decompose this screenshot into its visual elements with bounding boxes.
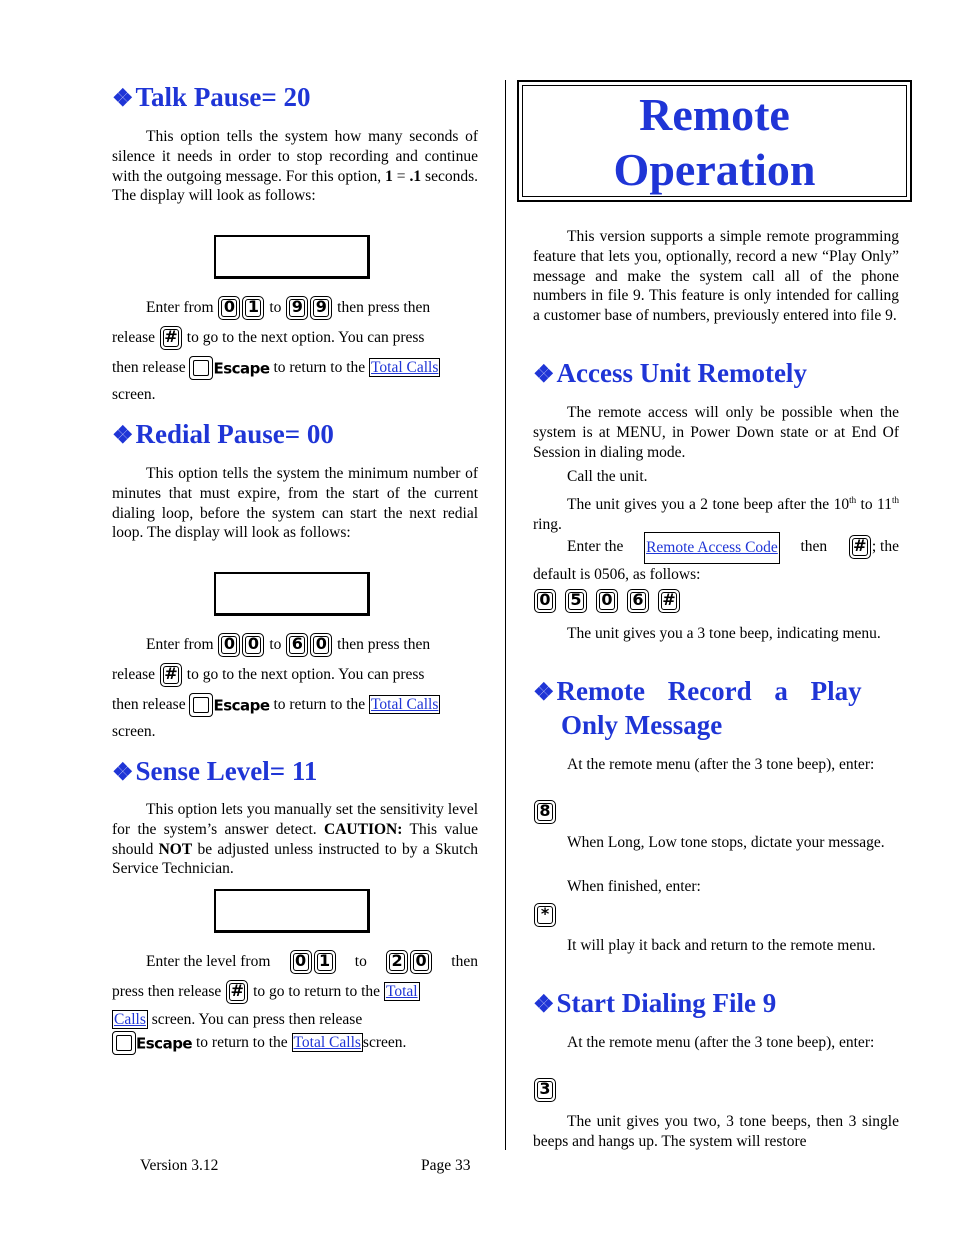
total-calls-link-part2[interactable]: Calls bbox=[114, 1011, 146, 1028]
record-paragraph-4: It will play it back and return to the remote menu. bbox=[567, 937, 876, 954]
key-0-icon: 0 bbox=[596, 589, 618, 613]
key-3-icon: 3 bbox=[534, 1078, 556, 1102]
redial-screen-text: screen. bbox=[112, 723, 156, 740]
total-calls-link[interactable]: Total Calls bbox=[371, 359, 439, 376]
footer-version: Version 3.12 bbox=[140, 1157, 219, 1174]
record-paragraph-1: At the remote menu (after the 3 tone beep), enter: bbox=[567, 756, 875, 773]
diamond-bullet-icon: ❖ bbox=[112, 86, 134, 112]
sense-level-description: This option lets you manually set the sensitivity level for the system’s answer detect. CAUTION: This value should NOT be adjusted unless instructed to by a Skutch Service Technician. bbox=[112, 801, 478, 878]
access-default-text: default is 0506, as follows: bbox=[533, 566, 701, 583]
dial-paragraph-2: The unit gives you two, 3 tone beeps, then 3 single beeps and hangs up. The system will restore bbox=[533, 1113, 899, 1150]
record-message-heading: ❖Remote Record a Play bbox=[533, 676, 862, 706]
key-1-icon: 1 bbox=[314, 950, 336, 974]
start-dialing-heading: ❖Start Dialing File 9 bbox=[533, 988, 777, 1018]
key-9-icon: 9 bbox=[286, 296, 308, 320]
lcd-display-box bbox=[214, 889, 370, 933]
sense-key-instruction-line1: Enter the level from 0 1 to 2 0 then bbox=[146, 947, 478, 977]
access-code-keys bbox=[533, 589, 681, 613]
record-paragraph-3: When finished, enter: bbox=[567, 878, 701, 895]
redial-key-instruction-line2: release # to go to the next option. You can press bbox=[112, 660, 424, 690]
dial-paragraph-1: At the remote menu (after the 3 tone beep), enter: bbox=[567, 1034, 875, 1051]
key-0-icon: 0 bbox=[218, 296, 240, 320]
key-hash-icon: # bbox=[226, 980, 248, 1004]
talk-pause-description: This option tells the system how many seconds of silence it needs in order to stop recording and continue with the outgoing message. For this option, 1 = .1 seconds. The display will look as follows: bbox=[112, 128, 479, 205]
key-0-icon: 0 bbox=[218, 633, 240, 657]
key-9-icon: 9 bbox=[310, 296, 332, 320]
lcd-display-box bbox=[214, 572, 370, 616]
record-paragraph-2: When Long, Low tone stops, dictate your message. bbox=[567, 834, 885, 851]
key-0-icon: 0 bbox=[310, 633, 332, 657]
access-paragraph-3: The unit gives you a 2 tone beep after the 10th to 11th ring. bbox=[533, 495, 899, 533]
talk-pause-heading: ❖Talk Pause= 20 bbox=[112, 82, 311, 112]
total-calls-link[interactable]: Total Calls bbox=[371, 696, 439, 713]
key-2-icon: 2 bbox=[386, 950, 408, 974]
key-6-icon: 6 bbox=[286, 633, 308, 657]
sense-key-instruction-line3: Calls screen. You can press then release bbox=[114, 1011, 363, 1028]
key-hash-icon: # bbox=[160, 663, 182, 687]
diamond-bullet-icon: ❖ bbox=[112, 423, 134, 449]
diamond-bullet-icon: ❖ bbox=[533, 362, 555, 388]
escape-key-icon bbox=[189, 693, 213, 717]
banner-title-line2: Operation bbox=[613, 144, 816, 195]
key-star-icon: * bbox=[534, 903, 556, 927]
access-unit-heading: ❖Access Unit Remotely bbox=[533, 358, 807, 388]
access-paragraph-1: The remote access will only be possible when the system is at MENU, in Power Down state or at End Of Session in dialing mode. bbox=[533, 404, 899, 461]
total-calls-link[interactable]: Total Calls bbox=[293, 1034, 361, 1051]
sense-level-heading: ❖Sense Level= 11 bbox=[112, 756, 318, 786]
redial-key-instruction-line1: Enter from 0 0 to 6 0 then press then bbox=[146, 630, 430, 660]
key-hash-icon: # bbox=[658, 589, 680, 613]
escape-key-icon bbox=[112, 1031, 136, 1055]
key-6-icon: 6 bbox=[627, 589, 649, 613]
remote-intro-text: This version supports a simple remote programming feature that lets you, optionally, record a new “Play Only” message and make the system call all of the phone numbers in file 9. This feature is only intended for calling a customer base of numbers, previously entered into file 9. bbox=[533, 228, 899, 325]
diamond-bullet-icon: ❖ bbox=[533, 992, 555, 1018]
talk-screen-text: screen. bbox=[112, 386, 156, 403]
sense-key-instruction-line2: press then release # to go to return to the Total bbox=[112, 977, 420, 1007]
sense-key-instruction-line4: Escape to return to the Total Calls screen. bbox=[112, 1028, 406, 1058]
diamond-bullet-icon: ❖ bbox=[533, 680, 555, 706]
record-message-heading-line2: Only Message bbox=[561, 710, 723, 740]
access-code-line: Enter the Remote Access Code then # ; the bbox=[567, 532, 899, 564]
talk-key-instruction-line3: then release Escape to return to the Total Calls bbox=[112, 353, 440, 383]
key-0-icon: 0 bbox=[242, 633, 264, 657]
column-divider bbox=[505, 80, 506, 1150]
footer-page-number: Page 33 bbox=[421, 1157, 471, 1174]
access-paragraph-2: Call the unit. bbox=[567, 468, 648, 485]
access-paragraph-5: The unit gives you a 3 tone beep, indicating menu. bbox=[567, 625, 881, 642]
banner-title-line1: Remote bbox=[639, 89, 790, 140]
redial-pause-heading: ❖Redial Pause= 00 bbox=[112, 419, 334, 449]
redial-key-instruction-line3: then release Escape to return to the Total Calls bbox=[112, 690, 440, 720]
escape-key-icon bbox=[189, 356, 213, 380]
key-5-icon: 5 bbox=[565, 589, 587, 613]
key-0-icon: 0 bbox=[534, 589, 556, 613]
dial-key-3 bbox=[533, 1078, 557, 1102]
key-hash-icon: # bbox=[849, 535, 871, 559]
lcd-display-box bbox=[214, 235, 370, 279]
diamond-bullet-icon: ❖ bbox=[112, 760, 134, 786]
key-hash-icon: # bbox=[160, 326, 182, 350]
talk-key-instruction-line2: release # to go to the next option. You can press bbox=[112, 323, 424, 353]
record-key-8 bbox=[533, 800, 557, 824]
remote-operation-banner bbox=[517, 80, 912, 202]
key-1-icon: 1 bbox=[242, 296, 264, 320]
talk-key-instruction-line1: Enter from 0 1 to 9 9 then press then bbox=[146, 293, 430, 323]
total-calls-link-part1[interactable]: Total bbox=[385, 983, 418, 1000]
key-0-icon: 0 bbox=[410, 950, 432, 974]
record-key-star bbox=[533, 903, 557, 927]
remote-access-code-link[interactable]: Remote Access Code bbox=[644, 532, 780, 564]
key-8-icon: 8 bbox=[534, 800, 556, 824]
redial-pause-description: This option tells the system the minimum number of minutes that must expire, from the start of the current dialing loop, before the system can start the next redial loop. The display will look as follows: bbox=[112, 465, 478, 542]
key-0-icon: 0 bbox=[290, 950, 312, 974]
